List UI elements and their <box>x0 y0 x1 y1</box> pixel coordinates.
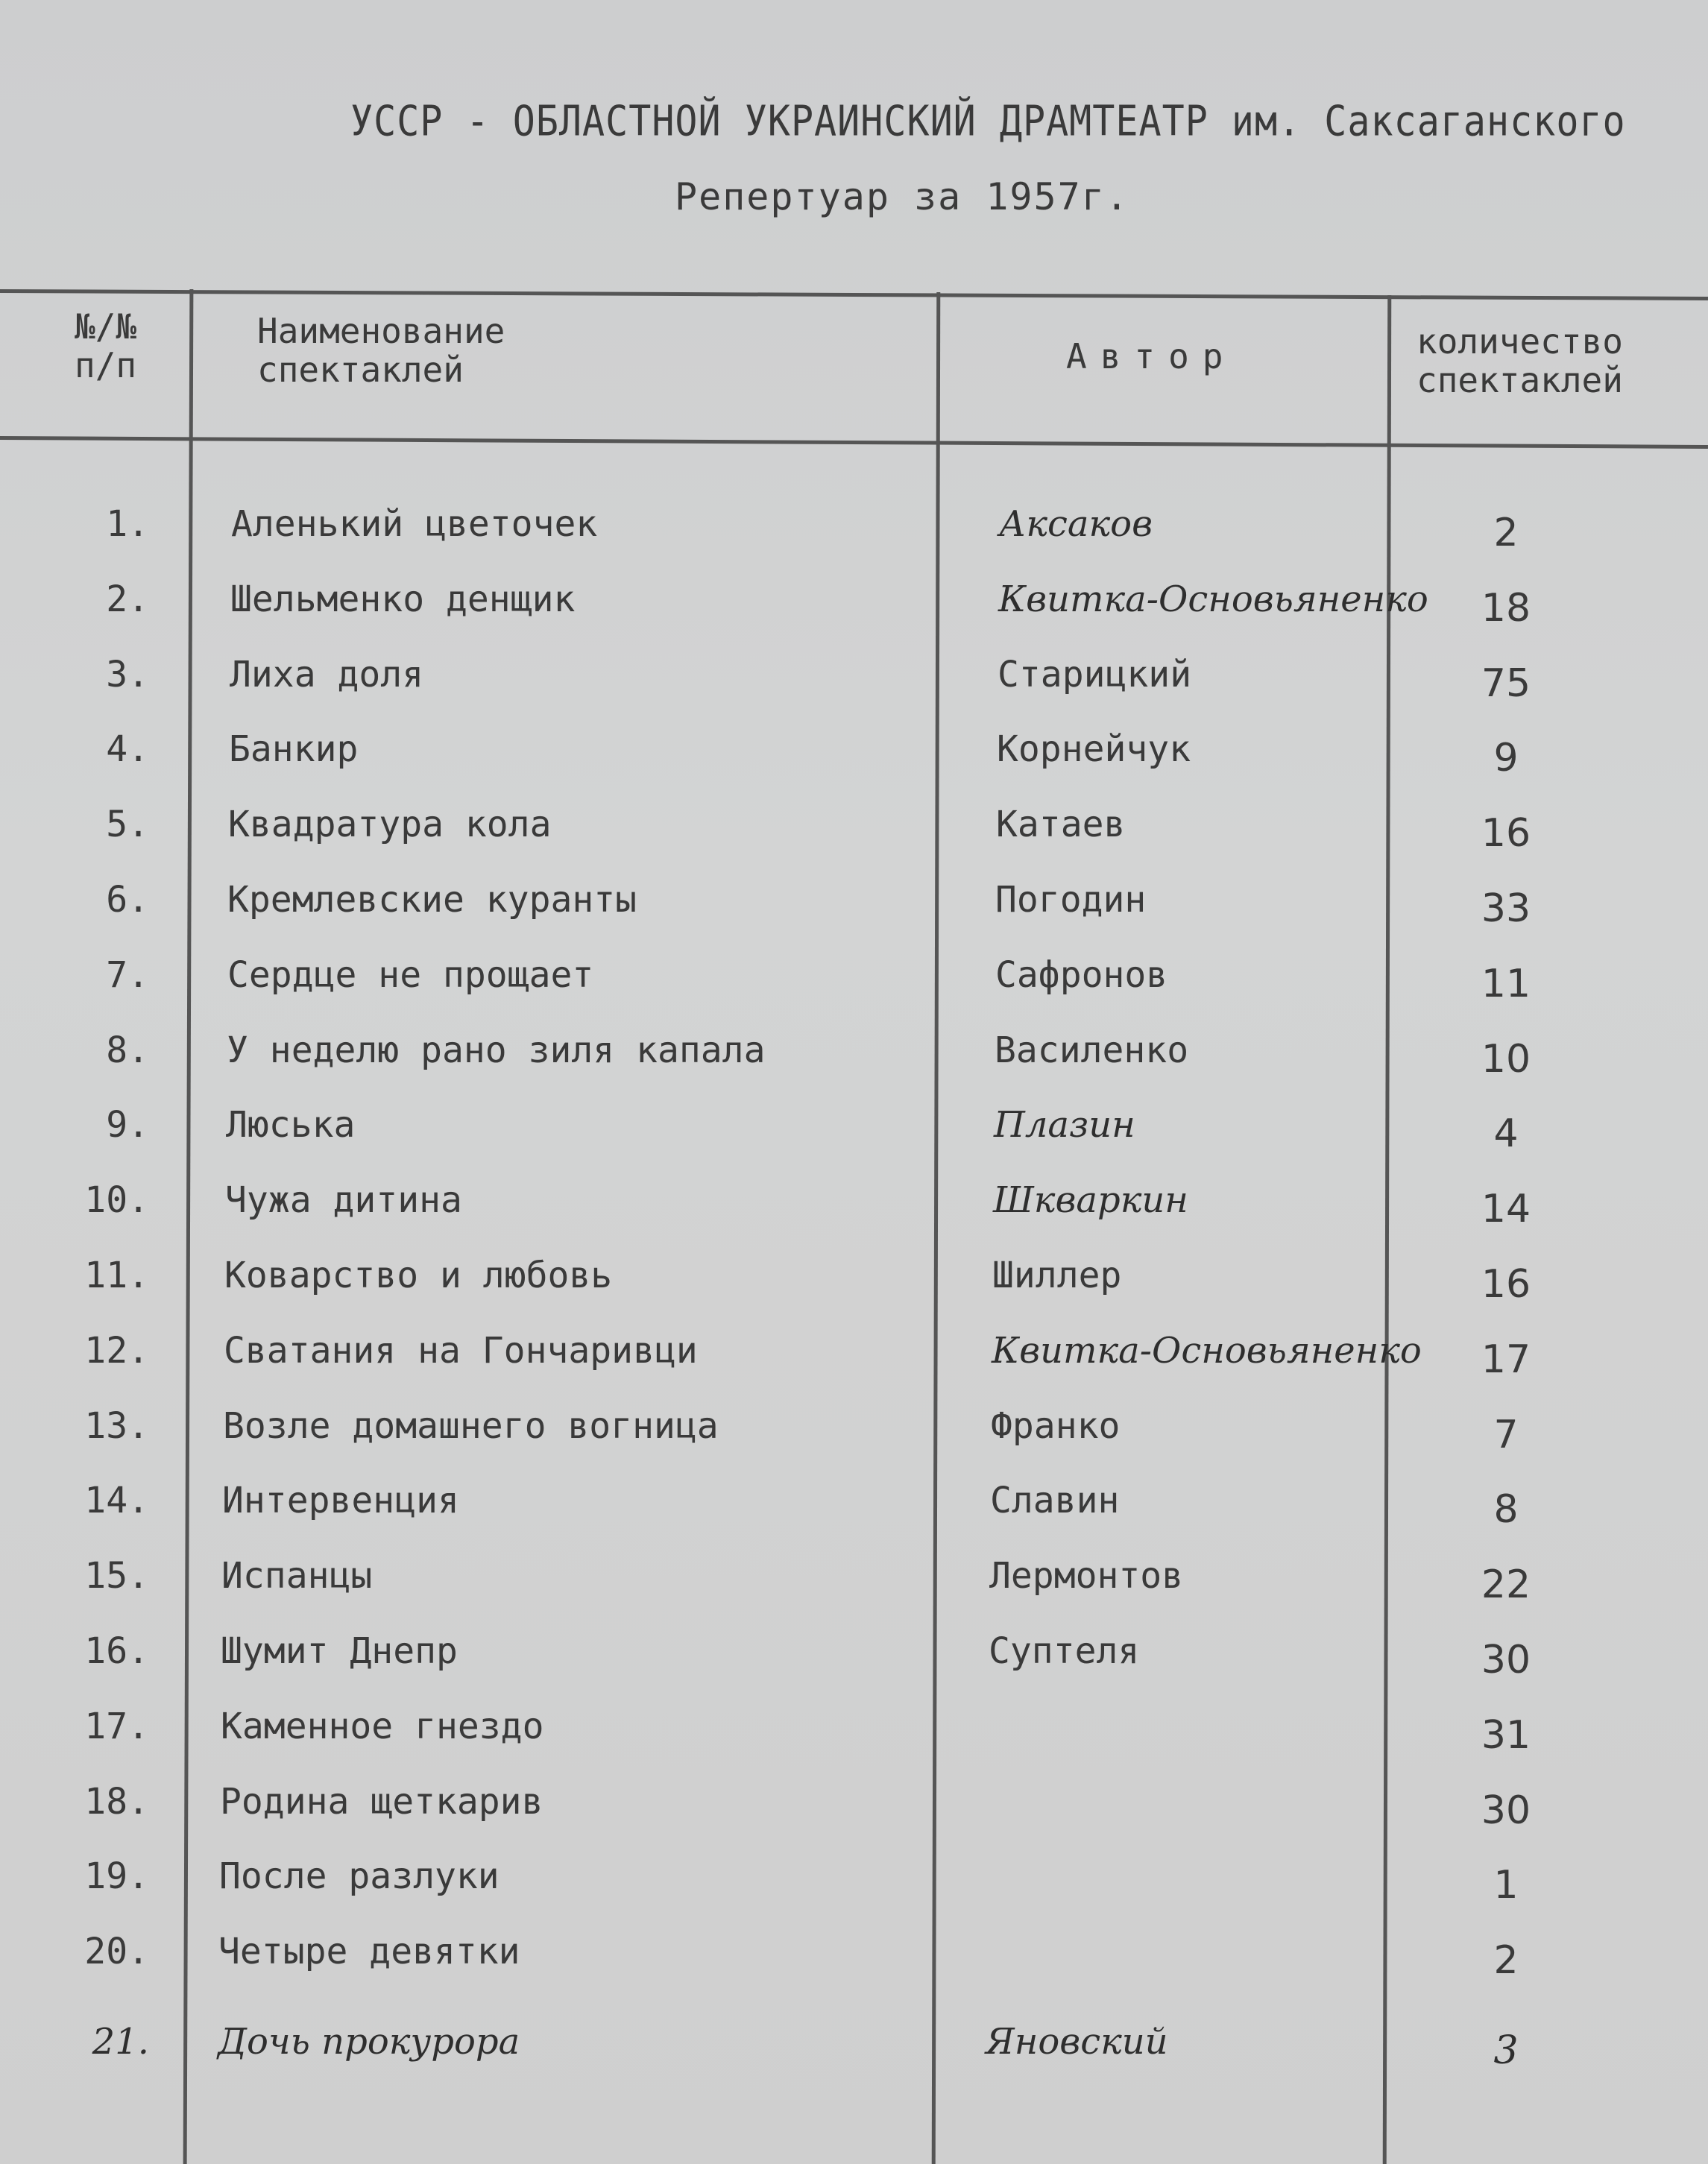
row-author: Катаев <box>996 804 1126 845</box>
row-number: 21. <box>92 2021 149 2063</box>
row-author: Аксаков <box>999 503 1153 545</box>
row-author: Франко <box>991 1405 1121 1447</box>
row-count: 11 <box>1481 962 1531 1006</box>
row-count: 33 <box>1481 886 1531 931</box>
row-author: Лермонтов <box>989 1555 1184 1597</box>
row-count: 16 <box>1481 811 1531 856</box>
column-rule-1 <box>183 289 194 2164</box>
row-author: Василенко <box>995 1029 1189 1071</box>
row-count: 2 <box>1493 1938 1519 1983</box>
row-author: Старицкий <box>998 654 1192 695</box>
column-header-author: Автор <box>1066 336 1237 376</box>
row-number: 6. <box>106 879 149 921</box>
row-author: Шиллер <box>992 1255 1122 1296</box>
row-title: Каменное гнездо <box>221 1706 544 1747</box>
column-header-name: Наименование спектаклей <box>257 311 505 390</box>
row-number: 4. <box>106 728 149 770</box>
document-subtitle: Репертуар за 1957г. <box>675 175 1129 218</box>
row-title: Сватания на Гончаривци <box>224 1330 698 1372</box>
row-count: 18 <box>1481 586 1531 631</box>
row-title: После разлуки <box>219 1855 500 1897</box>
row-title: Родина щеткарив <box>220 1781 543 1823</box>
row-count: 75 <box>1481 661 1531 706</box>
row-title: Люська <box>226 1104 356 1146</box>
row-title: Кремлевские куранты <box>227 879 637 921</box>
row-count: 10 <box>1481 1037 1531 1082</box>
row-title: Сердце не прощает <box>227 954 594 996</box>
row-author: Корнейчук <box>997 728 1191 770</box>
row-number: 3. <box>106 654 149 695</box>
row-count: 16 <box>1481 1262 1531 1307</box>
row-number: 15. <box>84 1555 149 1597</box>
column-rule-2 <box>932 292 941 2164</box>
row-count: 22 <box>1481 1562 1531 1607</box>
row-number: 2. <box>106 578 149 620</box>
row-number: 20. <box>84 1931 149 1972</box>
row-number: 1. <box>106 503 149 545</box>
row-author: Плазин <box>994 1104 1135 1146</box>
document-title: УССР - ОБЛАСТНОЙ УКРАИНСКИЙ ДРАМТЕАТР им. Саксаганского <box>350 97 1626 145</box>
row-count: 2 <box>1493 511 1519 555</box>
row-author: Суптеля <box>989 1630 1140 1672</box>
row-count: 17 <box>1481 1337 1531 1382</box>
column-header-number: №/№ п/п <box>75 306 137 385</box>
row-count: 3 <box>1493 2028 1519 2073</box>
row-number: 8. <box>106 1029 149 1071</box>
row-number: 14. <box>84 1480 149 1521</box>
row-author: Славин <box>990 1480 1120 1521</box>
row-title: Аленький цветочек <box>231 503 598 545</box>
row-title: Интервенция <box>222 1480 459 1521</box>
row-number: 18. <box>84 1781 149 1823</box>
row-title: Возле домашнего вогница <box>223 1405 719 1447</box>
row-title: Банкир <box>229 728 359 770</box>
row-number: 19. <box>84 1855 149 1897</box>
table-header-rule <box>0 436 1708 449</box>
row-number: 9. <box>106 1104 149 1146</box>
row-title: У неделю рано зиля капала <box>227 1029 766 1071</box>
row-count: 31 <box>1481 1713 1531 1758</box>
row-count: 8 <box>1493 1487 1519 1532</box>
row-number: 5. <box>106 804 149 845</box>
table-top-rule <box>0 289 1708 300</box>
row-title: Дочь прокурора <box>218 2021 520 2063</box>
row-number: 16. <box>84 1630 149 1672</box>
row-title: Чужа дитина <box>225 1179 462 1221</box>
row-count: 7 <box>1493 1413 1519 1457</box>
row-author: Квитка-Основьяненко <box>992 1330 1422 1372</box>
row-author: Шкваркин <box>993 1179 1188 1221</box>
row-title: Шельменко денщик <box>230 578 576 620</box>
row-title: Лиха доля <box>230 654 424 695</box>
row-title: Испанцы <box>221 1555 373 1597</box>
column-rule-3 <box>1383 295 1392 2164</box>
row-number: 13. <box>84 1405 149 1447</box>
row-number: 10. <box>84 1179 149 1221</box>
column-header-count: количество спектаклей <box>1416 321 1623 400</box>
row-number: 12. <box>84 1330 149 1372</box>
row-count: 30 <box>1481 1638 1531 1682</box>
row-count: 30 <box>1481 1788 1531 1833</box>
row-author: Яновский <box>986 2021 1168 2063</box>
row-title: Четыре девятки <box>218 1931 520 1972</box>
row-number: 7. <box>106 954 149 996</box>
row-title: Квадратура кола <box>228 804 552 845</box>
row-title: Шумит Днепр <box>221 1630 458 1672</box>
row-author: Квитка-Основьяненко <box>998 578 1428 620</box>
row-author: Сафронов <box>995 954 1168 996</box>
row-title: Коварство и любовь <box>224 1255 613 1296</box>
row-count: 9 <box>1493 736 1519 780</box>
row-author: Погодин <box>995 879 1147 921</box>
row-number: 11. <box>84 1255 149 1296</box>
row-count: 4 <box>1493 1111 1519 1156</box>
row-count: 1 <box>1493 1863 1519 1908</box>
row-number: 17. <box>84 1706 149 1747</box>
row-count: 14 <box>1481 1187 1531 1231</box>
